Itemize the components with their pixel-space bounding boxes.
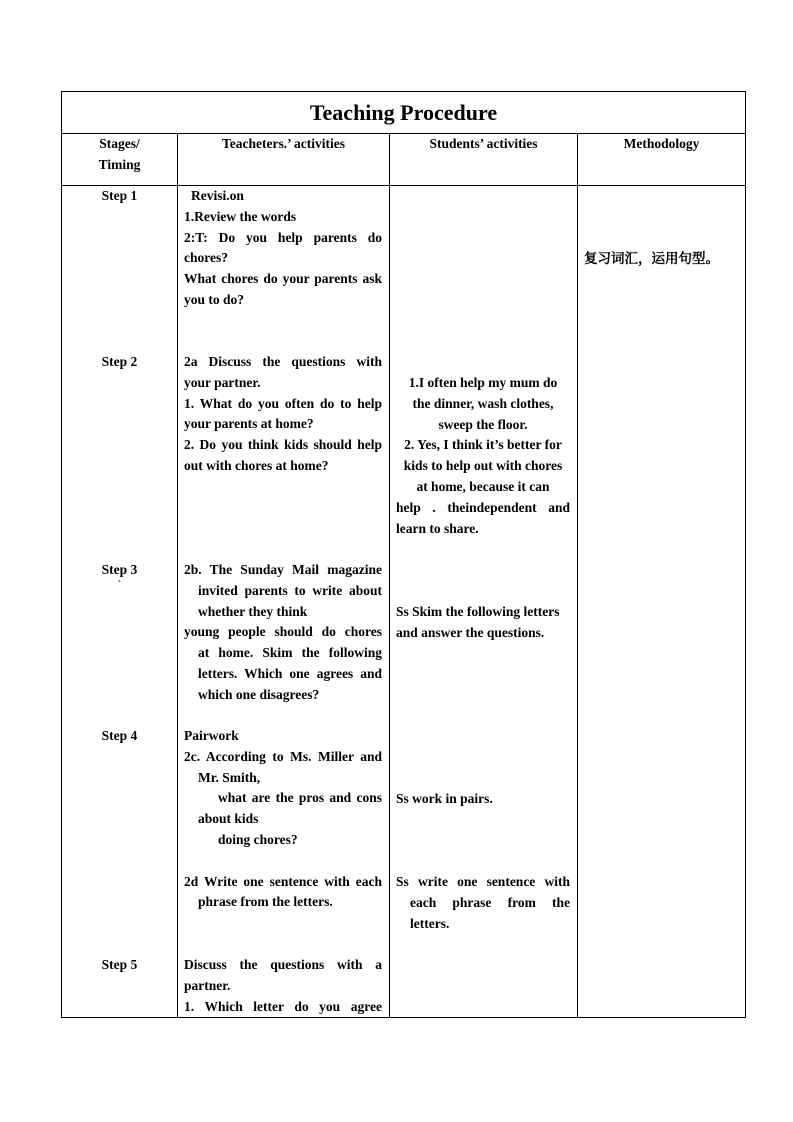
header-timing-line: Timing bbox=[98, 156, 141, 172]
step-4-teacher-activities bbox=[184, 726, 382, 913]
step-4-s-line-3: each phrase from the bbox=[410, 894, 570, 910]
step-3-line-6: letters. Which one agrees and bbox=[198, 665, 382, 681]
step-4-line-5: about kids bbox=[198, 811, 259, 827]
step-5-teacher-activities bbox=[184, 955, 382, 1017]
step-1-teacher-activities bbox=[184, 186, 382, 311]
step-4-line-6: doing chores? bbox=[218, 831, 298, 847]
step-3-line-5: at home. Skim the following bbox=[198, 645, 382, 661]
step-1-review-words: 1.Review the words bbox=[184, 208, 297, 224]
header-teacher: Teacheters.’ activities bbox=[222, 136, 345, 151]
column-divider-1 bbox=[177, 134, 178, 1017]
step-2-s-line-5: kids to help out with chores bbox=[403, 458, 563, 474]
step-4-line-4: what are the pros and cons bbox=[218, 790, 382, 806]
step-4-s-line-4: letters. bbox=[410, 915, 450, 931]
step-1-revision: Revisi.on bbox=[191, 188, 244, 203]
column-divider-2 bbox=[389, 134, 390, 1017]
step-2-line-6: out with chores at home? bbox=[184, 457, 329, 473]
step-2-line-1: 2a Discuss the questions with bbox=[184, 354, 382, 369]
step-5-line-2: partner. bbox=[184, 977, 231, 993]
step-1-question-line-3: What chores do your parents ask bbox=[184, 271, 382, 287]
header-students: Students’ activities bbox=[429, 136, 538, 151]
step-2-s-line-1: 1.I often help my mum do bbox=[408, 375, 558, 390]
step-3-line-4: young people should do chores bbox=[184, 624, 382, 640]
step-1-methodology: 复习词汇，运用句型。 bbox=[584, 251, 719, 267]
step-4-line-2: 2c. According to Ms. Miller and bbox=[184, 748, 382, 764]
step-3-line-3: whether they think bbox=[198, 603, 308, 619]
step-2-line-3: 1. What do you often do to help bbox=[184, 395, 382, 411]
step-2-label: Step 2 bbox=[101, 354, 138, 369]
step-2-line-2: your partner. bbox=[184, 374, 261, 390]
step-5-label: Step 5 bbox=[101, 957, 138, 972]
step-2-s-line-8: learn to share. bbox=[396, 520, 479, 536]
step-4-line-8: phrase from the letters. bbox=[198, 894, 333, 910]
step-2-line-4: your parents at home? bbox=[184, 416, 314, 432]
step-3-teacher-activities bbox=[184, 560, 382, 706]
step-1-question-line-1: 2:T: Do you help parents do bbox=[184, 229, 382, 245]
step-3-line-2: invited parents to write about bbox=[198, 582, 382, 598]
table-title: Teaching Procedure bbox=[309, 100, 498, 125]
step-4-student-pairs: Ss work in pairs. bbox=[396, 791, 493, 806]
step-2-s-line-7: help . theindependent and bbox=[396, 499, 570, 515]
step-1-question-line-4: you to do? bbox=[184, 291, 245, 307]
step-3-tick: ` bbox=[117, 579, 122, 591]
step-2-s-line-2: the dinner, wash clothes, bbox=[412, 395, 554, 411]
column-divider-3 bbox=[577, 134, 578, 1017]
step-3-label: Step 3 bbox=[101, 562, 138, 577]
step-3-student-activities bbox=[396, 602, 570, 644]
step-5-line-1: Discuss the questions with a bbox=[184, 957, 382, 972]
header-stages bbox=[62, 134, 177, 176]
step-4-line-1: Pairwork bbox=[184, 728, 239, 743]
step-1-question-line-2: chores? bbox=[184, 250, 228, 266]
step-4-s-line-2: Ss write one sentence with bbox=[396, 874, 570, 889]
step-5-line-3: 1. Which letter do you agree bbox=[184, 998, 382, 1014]
step-3-s-line-1: Ss Skim the following letters bbox=[396, 604, 560, 619]
step-4-line-3: Mr. Smith, bbox=[198, 769, 261, 785]
step-3-line-7: which one disagrees? bbox=[198, 686, 320, 702]
step-4-student-activities bbox=[396, 872, 570, 934]
step-2-s-line-4: 2. Yes, I think it’s better for bbox=[404, 437, 562, 453]
step-2-student-activities bbox=[396, 373, 570, 539]
step-2-s-line-3: sweep the floor. bbox=[438, 416, 528, 432]
step-2-s-line-6: at home, because it can bbox=[416, 478, 550, 494]
header-stages-line: Stages/ bbox=[99, 136, 140, 151]
teaching-procedure-table bbox=[61, 91, 746, 1018]
step-3-line-1: 2b. The Sunday Mail magazine bbox=[184, 562, 382, 577]
step-2-teacher-activities bbox=[184, 352, 382, 477]
step-4-label: Step 4 bbox=[101, 728, 138, 743]
step-1-label: Step 1 bbox=[101, 188, 138, 203]
header-method: Methodology bbox=[623, 136, 700, 151]
step-4-spacer bbox=[184, 851, 382, 872]
step-2-line-5: 2. Do you think kids should help bbox=[184, 437, 382, 453]
step-4-line-7: 2d Write one sentence with each bbox=[184, 873, 382, 889]
step-3-s-line-2: and answer the questions. bbox=[396, 624, 545, 640]
